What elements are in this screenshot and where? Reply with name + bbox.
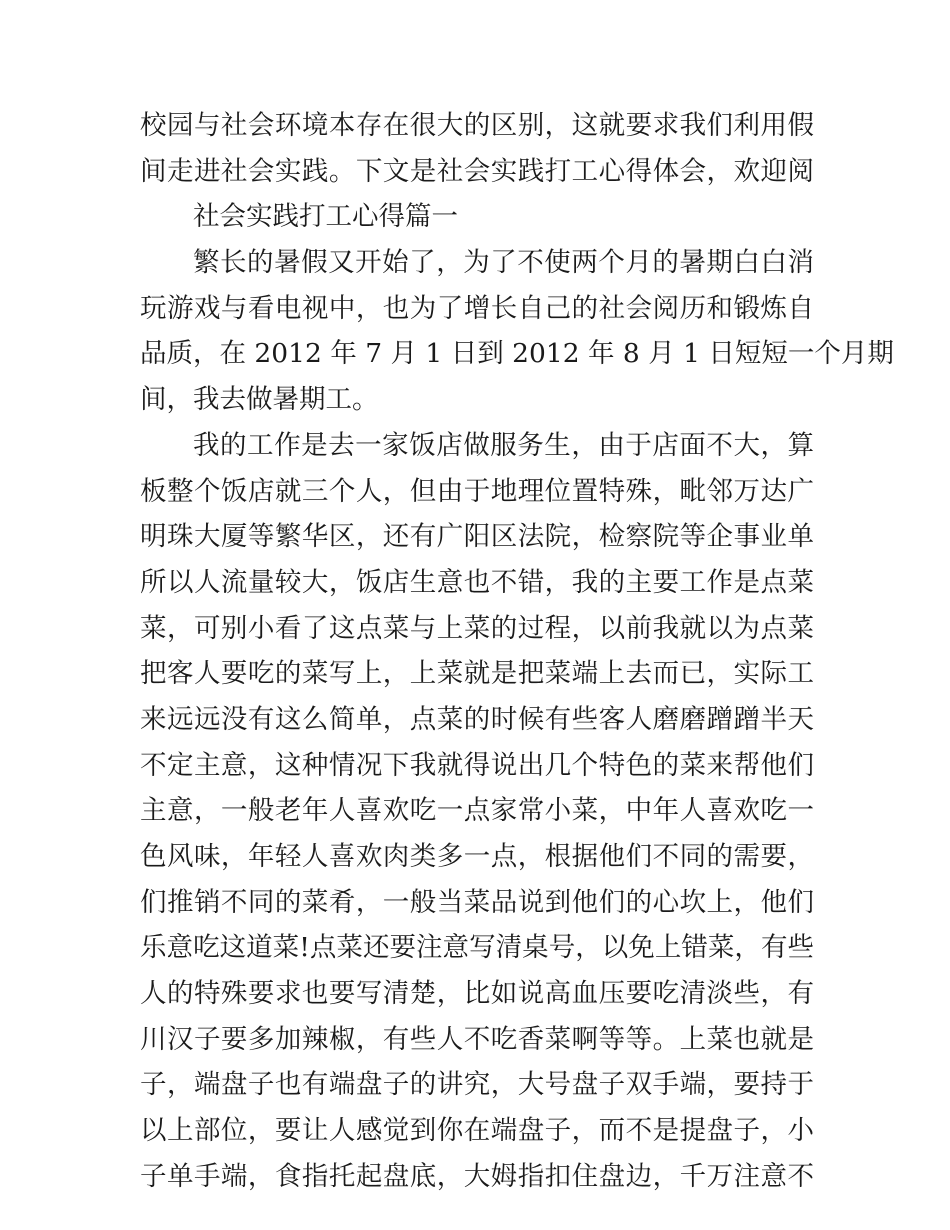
document-body xyxy=(140,103,894,1200)
text-line: 不定主意，这种情况下我就得说出几个特色的菜来帮他们 xyxy=(140,749,814,781)
text-line: 人的特殊要求也要写清楚，比如说高血压要吃清淡些，有 xyxy=(140,978,814,1010)
text-line: 乐意吃这道菜!点菜还要注意写清桌号，以免上错菜，有些 xyxy=(140,932,814,964)
text-line: 以上部位，要让人感觉到你在端盘子，而不是提盘子，小 xyxy=(140,1115,814,1147)
text-line: 板整个饭店就三个人，但由于地理位置特殊，毗邻万达广 xyxy=(140,475,814,507)
section-heading: 社会实践打工心得篇一 xyxy=(193,201,458,233)
text-line: 来远远没有这么简单，点菜的时候有些客人磨磨蹭蹭半天 xyxy=(140,703,814,735)
text-line: 间，我去做暑期工。 xyxy=(140,384,379,416)
text-line: 色风味，年轻人喜欢肉类多一点，根据他们不同的需要， xyxy=(140,841,814,872)
text-line: 子单手端，食指托起盘底，大姆指扣住盘边，千万注意不 xyxy=(140,1160,814,1192)
text-line: 明珠大厦等繁华区，还有广阳区法院，检察院等企事业单 xyxy=(140,521,814,553)
text-line: 川汉子要多加辣椒，有些人不吃香菜啊等等。上菜也就是 xyxy=(140,1023,814,1055)
text-line: 们推销不同的菜肴，一般当菜品说到他们的心坎上，他们 xyxy=(140,886,814,918)
text-line: 品质，在 2012 年 7 月 1 日到 2012 年 8 月 1 日短短一个月期 xyxy=(140,338,894,370)
text-line: 菜，可别小看了这点菜与上菜的过程，以前我就以为点菜 xyxy=(140,612,814,644)
text-line: 把客人要吃的菜写上，上菜就是把菜端上去而已，实际工 xyxy=(140,658,814,690)
text-line: 所以人流量较大，饭店生意也不错，我的主要工作是点菜 xyxy=(140,566,814,598)
text-line: 我的工作是去一家饭店做服务生，由于店面不大，算 xyxy=(193,429,814,461)
text-line: 繁长的暑假又开始了，为了不使两个月的暑期白白消 xyxy=(193,247,814,279)
text-line: 子，端盘子也有端盘子的讲究，大号盘子双手端，要持于 xyxy=(140,1069,814,1101)
text-line: 玩游戏与看电视中，也为了增长自己的社会阅历和锻炼自 xyxy=(140,292,814,324)
text-line: 主意，一般老年人喜欢吃一点家常小菜，中年人喜欢吃一 xyxy=(140,795,814,827)
text-line: 校园与社会环境本存在很大的区别，这就要求我们利用假 xyxy=(140,110,814,141)
text-line: 间走进社会实践。下文是社会实践打工心得体会，欢迎阅 xyxy=(140,155,814,187)
